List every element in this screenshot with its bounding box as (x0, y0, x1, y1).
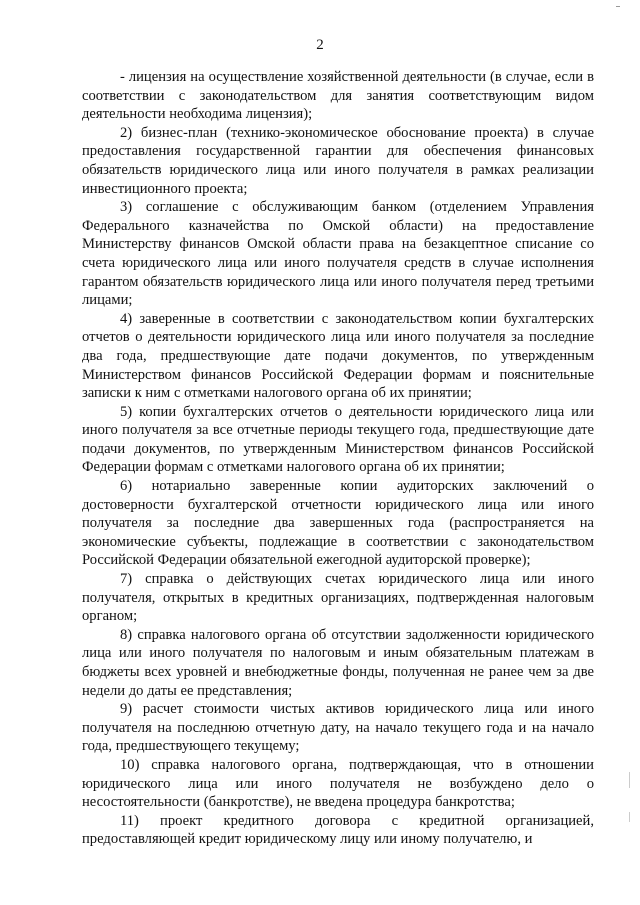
paragraph-bankruptcy: 10) справка налогового органа, подтверждающая, что в отношении юридического лица или иного получателя не возбуждено дело о несостоятельности (банкротстве), не введена процедура банкротства; (82, 756, 594, 811)
corner-scan-mark (616, 6, 620, 7)
paragraph-bank-agreement: 3) соглашение с обслуживающим банком (отделением Управления Федерального казначейства по Омской области) на предоставление Министерству финансов Омской области права на безакцептное списание со счета юридического лица или иного получателя средств в случае исполнения гарантом обязательств юридического лица или иного получателя перед третьими лицами; (82, 199, 594, 309)
paragraph-license: - лицензия на осуществление хозяйственной деятельности (в случае, если в соответствии с законодательством для занятия соответствующим видом деятельности необходима лицензия); (82, 69, 594, 123)
scan-edge-mark (629, 812, 630, 822)
scan-edge-mark (629, 772, 630, 788)
paragraph-tax-debt: 8) справка налогового органа об отсутствии задолженности юридического лица или иного получателя по налоговым и иным обязательным платежам в бюджеты всех уровней и внебюджетные фонды, полученная не ранее чем за две недели до даты ее представления; (82, 626, 594, 699)
paragraph-current-year-reports: 5) копии бухгалтерских отчетов о деятельности юридического лица или иного получателя за все отчетные периоды текущего года, предшествующие дате подачи документов, по утвержденным Министерством финансов Российской Федерации формам с отметками налогового органа об их принятии; (82, 403, 594, 476)
paragraph-business-plan: 2) бизнес-план (технико-экономическое обоснование проекта) в случае предоставления государственной гарантии для обеспечения финансовых обязательств юридического лица или иного получателя в рамках реализации инвестиционного проекта; (82, 124, 594, 197)
page-number: 2 (316, 37, 324, 53)
paragraph-credit-agreement: 11) проект кредитного договора с кредитной организацией, предоставляющей кредит юридическому лицу или иному получателю, и (82, 812, 594, 848)
paragraph-audit-reports: 6) нотариально заверенные копии аудиторских заключений о достоверности бухгалтерской отчетности юридического лица или иного получателя за последние два завершенных года (распространяется на экономические субъекты, подлежащие в соответствии с законодательством Российской Федерации обязательной ежегодной аудиторской проверке); (82, 478, 594, 569)
paragraph-accounting-copies: 4) заверенные в соответствии с законодательством копии бухгалтерских отчетов о деятельности юридического лица или иного получателя за последние два года, предшествующие дате подачи документов, по утвержденным Министерством финансов Российской Федерации формам и пояснительные записки к ним с отметками налогового органа об их принятии; (82, 310, 594, 402)
paragraph-bank-accounts: 7) справка о действующих счетах юридического лица или иного получателя, открытых в кредитных организациях, подтвержденная налоговым органом; (82, 571, 594, 625)
document-body (82, 68, 594, 849)
paragraph-net-assets: 9) расчет стоимости чистых активов юридического лица или иного получателя на последнюю отчетную дату, на начало текущего года и на начало года, предшествующего текущему; (82, 701, 594, 755)
